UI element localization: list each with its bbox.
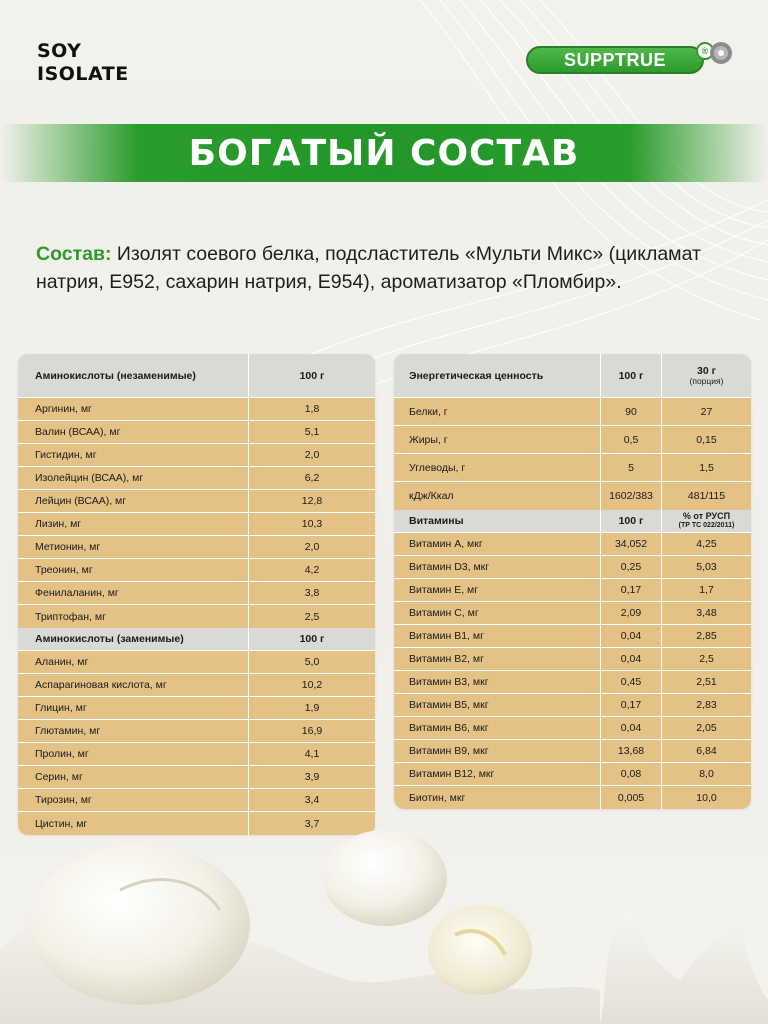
energy-header-label: Энергетическая ценность	[394, 354, 600, 397]
composition-label: Состав:	[36, 243, 112, 265]
amino-nonessential-rows	[18, 651, 375, 835]
amino-essential-row	[18, 513, 375, 536]
energy-value-100g: 1602/383	[600, 482, 661, 510]
amino-essential-row	[18, 444, 375, 467]
vitamins-header-col1: 100 г	[600, 510, 661, 532]
amino-nonessential-row	[18, 651, 375, 674]
vitamin-value-rusp: 4,25	[661, 533, 751, 555]
amino-essential-row	[18, 605, 375, 628]
vitamin-name: Витамин В9, мкг	[394, 740, 600, 762]
energy-header-col2	[661, 354, 751, 397]
vitamins-header-col2-sub: (ТР ТС 022/2011)	[678, 522, 735, 529]
amino-essential-row	[18, 559, 375, 582]
vitamin-value-100g: 0,04	[600, 625, 661, 647]
amino-essential-row	[18, 398, 375, 421]
amino-essential-name: Лизин, мг	[18, 513, 248, 535]
vitamin-value-rusp: 8,0	[661, 763, 751, 785]
amino-essential-name: Треонин, мг	[18, 559, 248, 581]
ice-cream-scoop-middle	[323, 830, 447, 926]
vitamins-header-label: Витамины	[394, 510, 600, 532]
energy-value-portion: 0,15	[661, 426, 751, 453]
amino-essential-name: Гистидин, мг	[18, 444, 248, 466]
amino-nonessential-value: 3,4	[248, 789, 375, 811]
milk-splash-right	[600, 910, 768, 1024]
energy-name: Жиры, г	[394, 426, 600, 453]
amino-nonessential-value: 3,7	[248, 812, 375, 835]
vitamin-row	[394, 717, 751, 740]
amino-nonessential-name: Аспарагиновая кислота, мг	[18, 674, 248, 696]
vitamin-row	[394, 763, 751, 786]
vitamin-value-rusp: 2,05	[661, 717, 751, 739]
amino-nonessential-name: Глютамин, мг	[18, 720, 248, 742]
vitamin-value-rusp: 6,84	[661, 740, 751, 762]
ice-cream-milk-illustration	[0, 830, 768, 1024]
energy-value-100g: 5	[600, 454, 661, 481]
amino-nonessential-value: 16,9	[248, 720, 375, 742]
energy-name: кДж/Ккал	[394, 482, 600, 510]
amino-essential-value: 2,5	[248, 605, 375, 628]
amino-essential-name: Триптофан, мг	[18, 605, 248, 628]
vitamin-name: Витамин В3, мкг	[394, 671, 600, 693]
amino-nonessential-row	[18, 674, 375, 697]
vitamin-value-rusp: 1,7	[661, 579, 751, 601]
vitamin-value-100g: 0,45	[600, 671, 661, 693]
vitamin-value-100g: 34,052	[600, 533, 661, 555]
registered-mark-icon: ®	[696, 42, 714, 60]
brand-logo	[526, 38, 738, 84]
vitamins-header-col2	[661, 510, 751, 532]
amino-essential-name: Фенилаланин, мг	[18, 582, 248, 604]
energy-row	[394, 398, 751, 426]
amino-essential-value: 10,3	[248, 513, 375, 535]
brand-logo-text: SUPPTRUE	[526, 46, 704, 74]
vitamin-row	[394, 602, 751, 625]
amino-essential-name: Аргинин, мг	[18, 398, 248, 420]
energy-header-col2-main: 30 г	[697, 364, 716, 377]
vitamin-value-100g: 0,17	[600, 694, 661, 716]
vitamin-value-rusp: 10,0	[661, 786, 751, 809]
vitamin-row	[394, 556, 751, 579]
amino-essential-value: 12,8	[248, 490, 375, 512]
amino-essential-row	[18, 490, 375, 513]
amino-nonessential-value: 4,1	[248, 743, 375, 765]
amino-essential-rows	[18, 398, 375, 628]
vitamin-name: Биотин, мкг	[394, 786, 600, 809]
energy-value-100g: 90	[600, 398, 661, 425]
energy-value-portion: 481/115	[661, 482, 751, 510]
amino-nonessential-row	[18, 720, 375, 743]
amino-essential-value: 2,0	[248, 536, 375, 558]
energy-header-col1: 100 г	[600, 354, 661, 397]
vitamin-value-rusp: 5,03	[661, 556, 751, 578]
amino-essential-value: 3,8	[248, 582, 375, 604]
composition-text: Изолят соевого белка, подсластитель «Мульти Микс» (цикламат натрия, Е952, сахарин натрия, Е954), ароматизатор «Пломбир».	[36, 243, 701, 293]
product-name-line2: ISOLATE	[37, 63, 129, 85]
vitamin-value-rusp: 3,48	[661, 602, 751, 624]
amino-essential-row	[18, 582, 375, 605]
product-name	[37, 40, 129, 86]
vitamin-value-rusp: 2,85	[661, 625, 751, 647]
ice-cream-scoop-right	[428, 905, 532, 995]
energy-value-portion: 27	[661, 398, 751, 425]
vitamin-name: Витамин В1, мг	[394, 625, 600, 647]
vitamin-row	[394, 694, 751, 717]
amino-essential-name: Изолейцин (ВСАА), мг	[18, 467, 248, 489]
amino-nonessential-row	[18, 789, 375, 812]
vitamin-name: Витамин В2, мг	[394, 648, 600, 670]
amino-nonessential-name: Глицин, мг	[18, 697, 248, 719]
amino-essential-value: 5,1	[248, 421, 375, 443]
amino-essential-value: 1,8	[248, 398, 375, 420]
vitamin-name: Витамин Е, мг	[394, 579, 600, 601]
amino-essential-value: 6,2	[248, 467, 375, 489]
product-name-line1: SOY	[37, 40, 82, 62]
ice-cream-scoop-left	[30, 845, 250, 1005]
amino-nonessential-row	[18, 766, 375, 789]
vitamin-value-rusp: 2,51	[661, 671, 751, 693]
vitamin-value-100g: 13,68	[600, 740, 661, 762]
vitamin-value-100g: 0,04	[600, 648, 661, 670]
amino-nonessential-name: Пролин, мг	[18, 743, 248, 765]
amino-essential-header	[18, 354, 375, 398]
vitamin-row	[394, 579, 751, 602]
amino-essential-header-label: Аминокислоты (незаменимые)	[18, 354, 248, 397]
amino-nonessential-header	[18, 628, 375, 651]
vitamin-value-100g: 0,25	[600, 556, 661, 578]
vitamins-header	[394, 510, 751, 533]
energy-row	[394, 454, 751, 482]
page-title: БОГАТЫЙ СОСТАВ	[188, 132, 580, 174]
amino-nonessential-header-label: Аминокислоты (заменимые)	[18, 628, 248, 650]
vitamin-value-rusp: 2,83	[661, 694, 751, 716]
energy-header	[394, 354, 751, 398]
composition-paragraph	[36, 240, 756, 296]
vitamin-row	[394, 740, 751, 763]
amino-nonessential-value: 5,0	[248, 651, 375, 673]
vitamin-row	[394, 533, 751, 556]
vitamin-value-100g: 0,005	[600, 786, 661, 809]
energy-row	[394, 426, 751, 454]
vitamin-name: Витамин В6, мкг	[394, 717, 600, 739]
amino-nonessential-value: 10,2	[248, 674, 375, 696]
amino-essential-name: Лейцин (ВСАА), мг	[18, 490, 248, 512]
vitamin-row	[394, 648, 751, 671]
vitamin-value-100g: 0,04	[600, 717, 661, 739]
amino-essential-value: 4,2	[248, 559, 375, 581]
energy-row	[394, 482, 751, 510]
vitamin-name: Витамин А, мкг	[394, 533, 600, 555]
vitamin-value-100g: 0,17	[600, 579, 661, 601]
energy-header-col2-sub: (порция)	[689, 375, 724, 386]
vitamin-row	[394, 786, 751, 809]
vitamin-row	[394, 671, 751, 694]
vitamin-value-100g: 0,08	[600, 763, 661, 785]
title-banner	[0, 124, 768, 182]
amino-nonessential-name: Серин, мг	[18, 766, 248, 788]
amino-essential-name: Метионин, мг	[18, 536, 248, 558]
energy-rows	[394, 398, 751, 510]
amino-essential-row	[18, 467, 375, 490]
amino-essential-row	[18, 421, 375, 444]
amino-nonessential-name: Цистин, мг	[18, 812, 248, 835]
vitamin-value-100g: 2,09	[600, 602, 661, 624]
vitamins-header-col2-main: % от РУСП	[682, 511, 731, 521]
vitamin-name: Витамин В5, мкг	[394, 694, 600, 716]
energy-name: Углеводы, г	[394, 454, 600, 481]
vitamin-value-rusp: 2,5	[661, 648, 751, 670]
amino-nonessential-name: Тирозин, мг	[18, 789, 248, 811]
weight-plate-icon	[708, 40, 734, 66]
amino-nonessential-row	[18, 743, 375, 766]
vitamin-name: Витамин С, мг	[394, 602, 600, 624]
amino-nonessential-value: 3,9	[248, 766, 375, 788]
amino-essential-header-col: 100 г	[248, 354, 375, 397]
vitamin-row	[394, 625, 751, 648]
vitamin-name: Витамин В12, мкг	[394, 763, 600, 785]
amino-essential-row	[18, 536, 375, 559]
amino-nonessential-row	[18, 697, 375, 720]
amino-nonessential-name: Аланин, мг	[18, 651, 248, 673]
energy-value-100g: 0,5	[600, 426, 661, 453]
amino-nonessential-value: 1,9	[248, 697, 375, 719]
energy-name: Белки, г	[394, 398, 600, 425]
nutrition-table	[394, 354, 751, 809]
amino-essential-value: 2,0	[248, 444, 375, 466]
energy-value-portion: 1,5	[661, 454, 751, 481]
vitamin-rows	[394, 533, 751, 809]
vitamin-name: Витамин D3, мкг	[394, 556, 600, 578]
amino-acids-table	[18, 354, 375, 835]
amino-essential-name: Валин (ВСАА), мг	[18, 421, 248, 443]
amino-nonessential-header-col: 100 г	[248, 628, 375, 650]
